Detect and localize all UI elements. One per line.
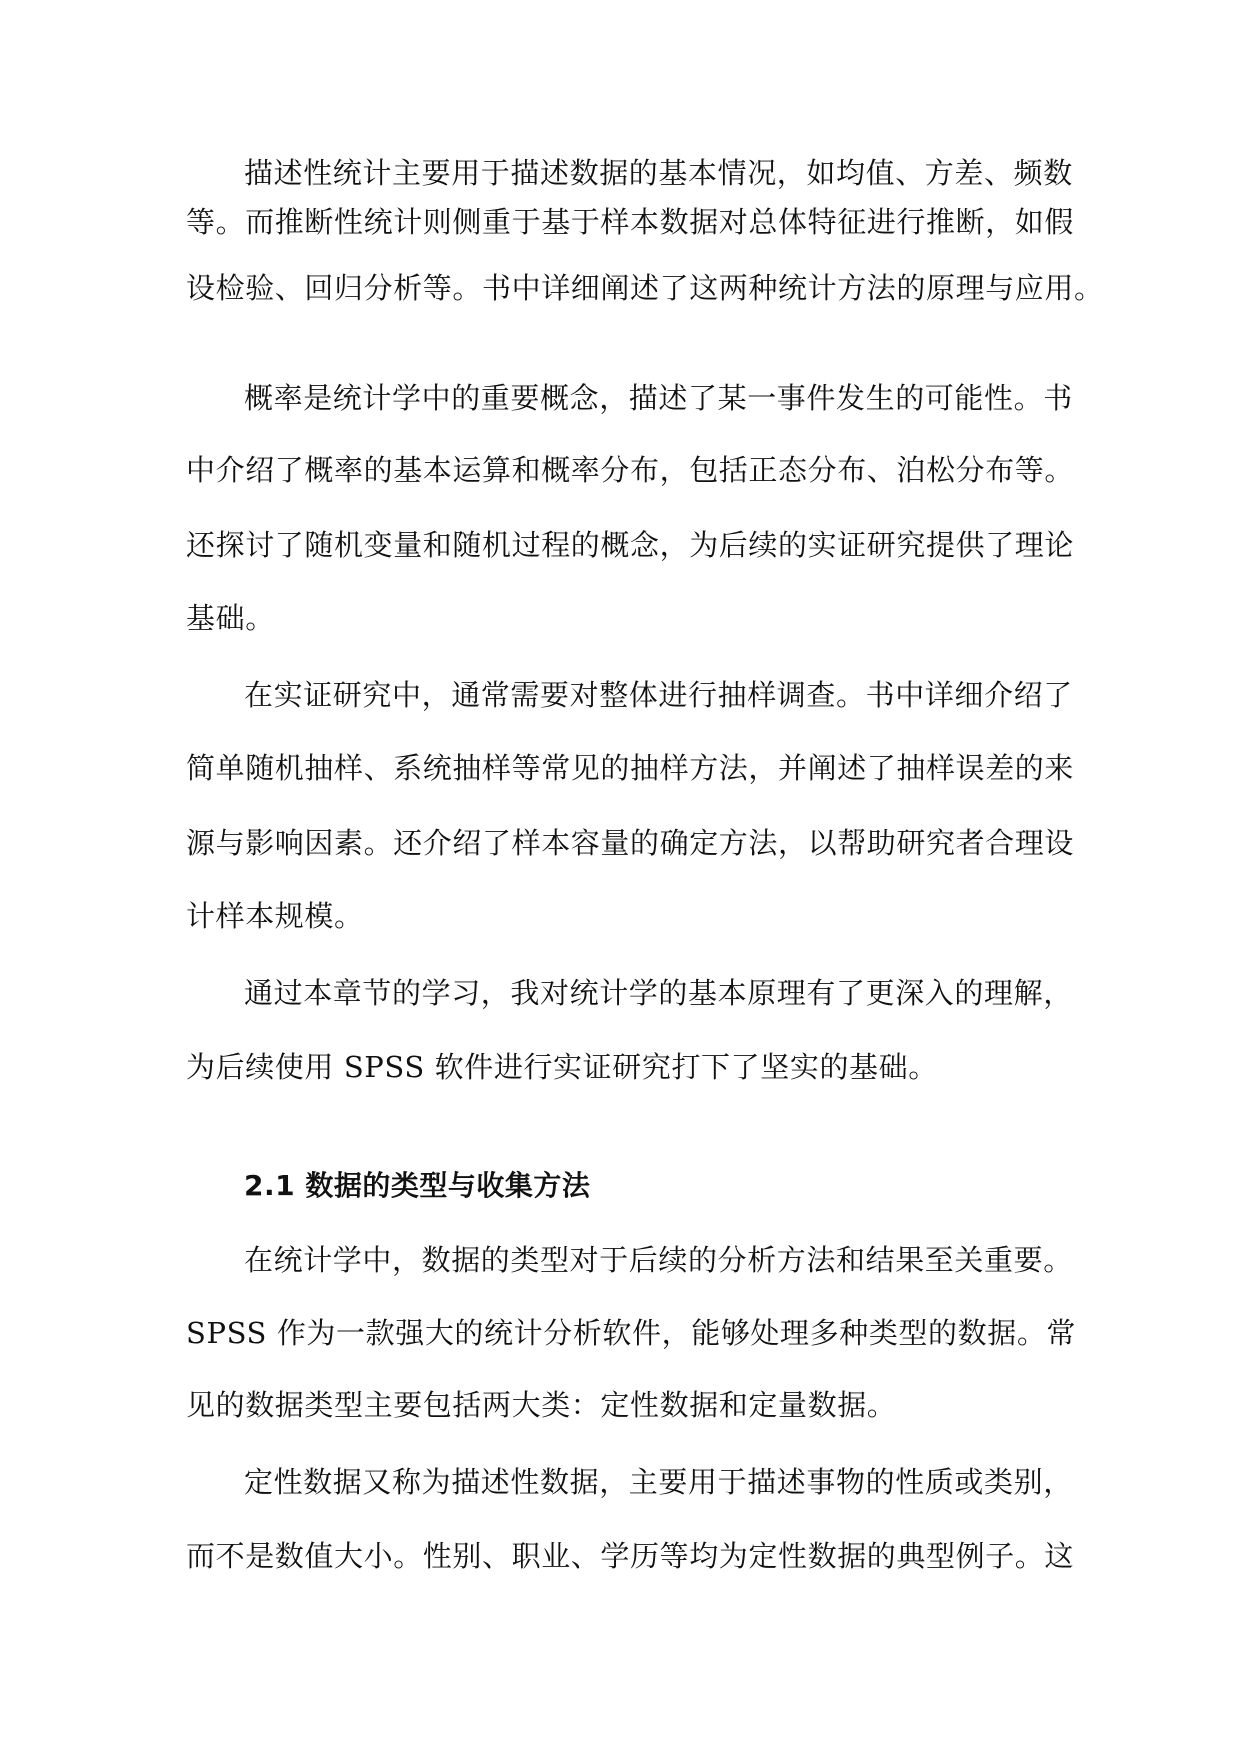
paragraph-1-line-2: 等。而推断性统计则侧重于基于样本数据对总体特征进行推断，如假: [186, 205, 1075, 239]
section-paragraph-2-line-2: 而不是数值大小。性别、职业、学历等均为定性数据的典型例子。这: [186, 1539, 1075, 1573]
section-heading: 2.1 数据的类型与收集方法: [244, 1169, 591, 1202]
paragraph-3-line-1: 在实证研究中，通常需要对整体进行抽样调查。书中详细介绍了: [244, 678, 1073, 712]
paragraph-2-line-4: 基础。: [186, 601, 275, 635]
paragraph-4-line-2: 为后续使用 SPSS 软件进行实证研究打下了坚实的基础。: [186, 1050, 938, 1084]
paragraph-1-line-1: 描述性统计主要用于描述数据的基本情况，如均值、方差、频数: [244, 156, 1073, 190]
paragraph-2-line-1: 概率是统计学中的重要概念，描述了某一事件发生的可能性。书: [244, 381, 1073, 415]
paragraph-3-line-2: 简单随机抽样、系统抽样等常见的抽样方法，并阐述了抽样误差的来: [186, 751, 1075, 785]
paragraph-2-line-2: 中介绍了概率的基本运算和概率分布，包括正态分布、泊松分布等。: [186, 453, 1075, 487]
section-paragraph-2-line-1: 定性数据又称为描述性数据，主要用于描述事物的性质或类别，: [244, 1465, 1073, 1499]
section-paragraph-1-line-3: 见的数据类型主要包括两大类：定性数据和定量数据。: [186, 1388, 897, 1422]
section-paragraph-1-line-1: 在统计学中，数据的类型对于后续的分析方法和结果至关重要。: [244, 1243, 1073, 1277]
paragraph-3-line-3: 源与影响因素。还介绍了样本容量的确定方法，以帮助研究者合理设: [186, 826, 1075, 860]
paragraph-3-line-4: 计样本规模。: [186, 899, 364, 933]
paragraph-1-line-3: 设检验、回归分析等。书中详细阐述了这两种统计方法的原理与应用。: [186, 271, 1104, 305]
paragraph-2-line-3: 还探讨了随机变量和随机过程的概念，为后续的实证研究提供了理论: [186, 528, 1075, 562]
section-paragraph-1-line-2: SPSS 作为一款强大的统计分析软件，能够处理多种类型的数据。常: [186, 1316, 1077, 1350]
paragraph-4-line-1: 通过本章节的学习，我对统计学的基本原理有了更深入的理解，: [244, 976, 1073, 1010]
